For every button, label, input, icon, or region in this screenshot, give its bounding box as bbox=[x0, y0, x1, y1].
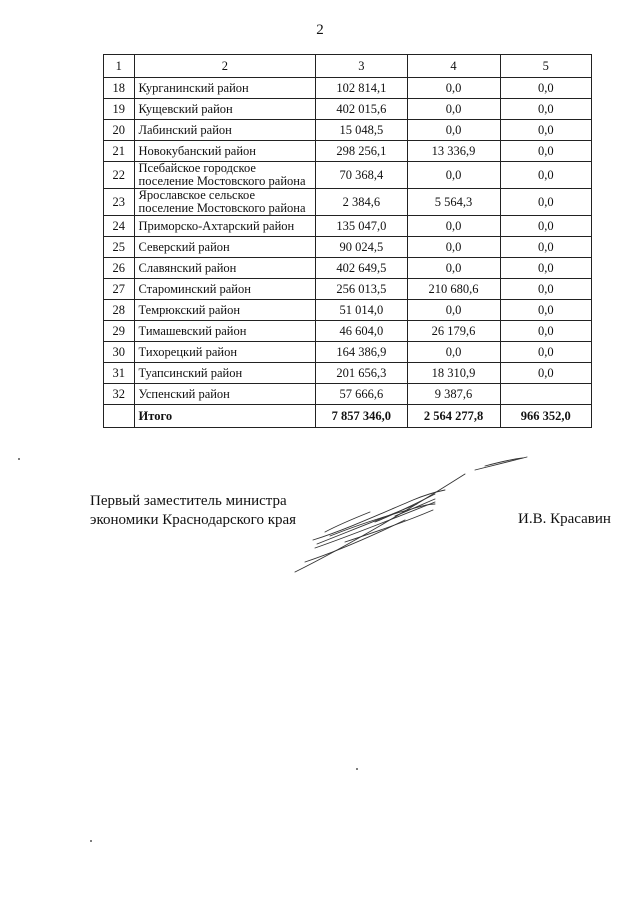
table-cell-name: Приморско-Ахтарский район bbox=[134, 216, 316, 237]
table-cell-num: 22 bbox=[104, 162, 135, 189]
table-cell-4: 13 336,9 bbox=[407, 141, 500, 162]
table-row bbox=[104, 99, 592, 120]
table-cell-name: Ярославское сельское поселение Мостовского района bbox=[134, 189, 316, 216]
page-number: 2 bbox=[316, 22, 324, 38]
table-cell-name: Лабинский район bbox=[134, 120, 316, 141]
data-table bbox=[103, 54, 592, 428]
table-row bbox=[104, 189, 592, 216]
table-cell-name: Туапсинский район bbox=[134, 363, 316, 384]
table-cell-5: 0,0 bbox=[500, 141, 591, 162]
table-cell-num bbox=[104, 405, 135, 428]
table-row bbox=[104, 342, 592, 363]
table-cell-3: 298 256,1 bbox=[316, 141, 407, 162]
table-cell-3: 402 649,5 bbox=[316, 258, 407, 279]
total-cell-4: 2 564 277,8 bbox=[407, 405, 500, 428]
table-cell-5: 0,0 bbox=[500, 237, 591, 258]
total-cell-5: 966 352,0 bbox=[500, 405, 591, 428]
table-cell-name: Успенский район bbox=[134, 384, 316, 405]
table-cell-3: 201 656,3 bbox=[316, 363, 407, 384]
table-cell-4: 0,0 bbox=[407, 342, 500, 363]
table-row bbox=[104, 162, 592, 189]
table-cell-3: 164 386,9 bbox=[316, 342, 407, 363]
table-cell-5: 0,0 bbox=[500, 363, 591, 384]
table-cell-5: 0,0 bbox=[500, 258, 591, 279]
table-row bbox=[104, 216, 592, 237]
table-row bbox=[104, 363, 592, 384]
table-cell-5: 0,0 bbox=[500, 216, 591, 237]
table-cell-4: 5 564,3 bbox=[407, 189, 500, 216]
table-cell-name: Тимашевский район bbox=[134, 321, 316, 342]
table-cell-3: 2 384,6 bbox=[316, 189, 407, 216]
table-row bbox=[104, 237, 592, 258]
table-cell-4: 210 680,6 bbox=[407, 279, 500, 300]
table-header-row bbox=[104, 55, 592, 78]
table-cell-num: 32 bbox=[104, 384, 135, 405]
handwritten-signature bbox=[285, 452, 535, 577]
table-cell-name: Курганинский район bbox=[134, 78, 316, 99]
total-label: Итого bbox=[134, 405, 316, 428]
total-cell-3: 7 857 346,0 bbox=[316, 405, 407, 428]
table-row bbox=[104, 78, 592, 99]
scan-speck bbox=[18, 458, 20, 460]
table-cell-3: 46 604,0 bbox=[316, 321, 407, 342]
table-cell-4: 0,0 bbox=[407, 237, 500, 258]
table-cell-4: 18 310,9 bbox=[407, 363, 500, 384]
table-total-row bbox=[104, 405, 592, 428]
table-cell-num: 20 bbox=[104, 120, 135, 141]
table-cell-5: 0,0 bbox=[500, 300, 591, 321]
table-cell-4: 26 179,6 bbox=[407, 321, 500, 342]
table-cell-num: 28 bbox=[104, 300, 135, 321]
table-cell-4: 0,0 bbox=[407, 99, 500, 120]
table-cell-4: 0,0 bbox=[407, 78, 500, 99]
table-header-cell: 3 bbox=[316, 55, 407, 78]
table-cell-name: Темрюкский район bbox=[134, 300, 316, 321]
table-cell-3: 70 368,4 bbox=[316, 162, 407, 189]
table-cell-4: 0,0 bbox=[407, 258, 500, 279]
signer-position bbox=[90, 492, 296, 530]
table-header-cell: 1 bbox=[104, 55, 135, 78]
table-cell-4: 0,0 bbox=[407, 162, 500, 189]
table-cell-num: 30 bbox=[104, 342, 135, 363]
table-cell-3: 402 015,6 bbox=[316, 99, 407, 120]
table-body bbox=[104, 78, 592, 405]
table-row bbox=[104, 321, 592, 342]
table-cell-5 bbox=[500, 384, 591, 405]
table-cell-3: 51 014,0 bbox=[316, 300, 407, 321]
table-row bbox=[104, 120, 592, 141]
table-cell-name: Новокубанский район bbox=[134, 141, 316, 162]
signer-position-line-2: экономики Краснодарского края bbox=[90, 512, 297, 528]
table-cell-num: 23 bbox=[104, 189, 135, 216]
table-cell-num: 21 bbox=[104, 141, 135, 162]
table-cell-num: 31 bbox=[104, 363, 135, 384]
table-header-cell: 5 bbox=[500, 55, 591, 78]
table-cell-5: 0,0 bbox=[500, 78, 591, 99]
table-cell-num: 25 bbox=[104, 237, 135, 258]
table-cell-5: 0,0 bbox=[500, 342, 591, 363]
table-cell-name: Староминский район bbox=[134, 279, 316, 300]
table-cell-name: Кущевский район bbox=[134, 99, 316, 120]
table-cell-num: 27 bbox=[104, 279, 135, 300]
table-cell-3: 57 666,6 bbox=[316, 384, 407, 405]
table-cell-num: 19 bbox=[104, 99, 135, 120]
table-row bbox=[104, 384, 592, 405]
table-cell-name: Псебайское городское поселение Мостовского района bbox=[134, 162, 316, 189]
table-cell-3: 256 013,5 bbox=[316, 279, 407, 300]
scan-speck bbox=[90, 840, 92, 842]
table-cell-4: 0,0 bbox=[407, 216, 500, 237]
table-cell-3: 90 024,5 bbox=[316, 237, 407, 258]
table-row bbox=[104, 279, 592, 300]
table-cell-4: 0,0 bbox=[407, 120, 500, 141]
table-cell-5: 0,0 bbox=[500, 99, 591, 120]
signer-position-line-1: Первый заместитель министра bbox=[90, 493, 287, 509]
table-cell-5: 0,0 bbox=[500, 189, 591, 216]
table-cell-3: 102 814,1 bbox=[316, 78, 407, 99]
scan-speck bbox=[356, 768, 358, 770]
table-cell-name: Тихорецкий район bbox=[134, 342, 316, 363]
table-cell-num: 26 bbox=[104, 258, 135, 279]
table-cell-num: 18 bbox=[104, 78, 135, 99]
table-row bbox=[104, 258, 592, 279]
table-header-cell: 4 bbox=[407, 55, 500, 78]
table-cell-5: 0,0 bbox=[500, 321, 591, 342]
table-cell-5: 0,0 bbox=[500, 120, 591, 141]
table-row bbox=[104, 141, 592, 162]
table-cell-5: 0,0 bbox=[500, 279, 591, 300]
table-cell-5: 0,0 bbox=[500, 162, 591, 189]
table-header-cell: 2 bbox=[134, 55, 316, 78]
table-cell-3: 135 047,0 bbox=[316, 216, 407, 237]
table-row bbox=[104, 300, 592, 321]
table-cell-4: 9 387,6 bbox=[407, 384, 500, 405]
table-cell-num: 24 bbox=[104, 216, 135, 237]
signer-name: И.В. Красавин bbox=[518, 511, 611, 527]
table-cell-4: 0,0 bbox=[407, 300, 500, 321]
table-cell-3: 15 048,5 bbox=[316, 120, 407, 141]
table-cell-name: Славянский район bbox=[134, 258, 316, 279]
table-cell-name: Северский район bbox=[134, 237, 316, 258]
table-cell-num: 29 bbox=[104, 321, 135, 342]
